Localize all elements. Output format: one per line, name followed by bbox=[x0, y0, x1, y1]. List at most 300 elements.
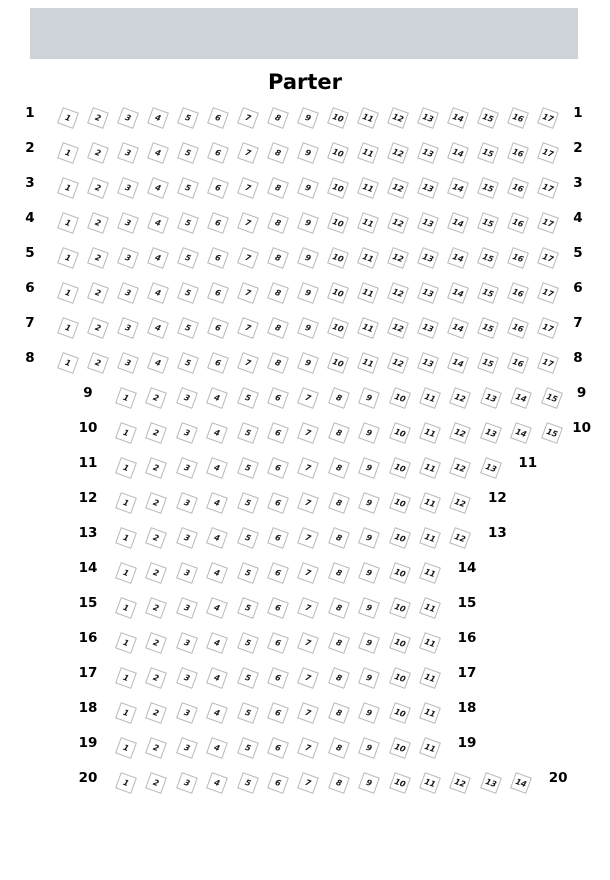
seat[interactable]: 6 bbox=[207, 107, 229, 129]
seat[interactable]: 11 bbox=[419, 422, 441, 444]
seat[interactable]: 5 bbox=[177, 212, 199, 234]
seat[interactable]: 15 bbox=[477, 177, 499, 199]
seat[interactable]: 7 bbox=[297, 562, 319, 584]
seat[interactable]: 3 bbox=[117, 107, 139, 129]
row-label-left: 19 bbox=[78, 735, 98, 751]
seat[interactable]: 8 bbox=[267, 142, 289, 164]
seat[interactable]: 2 bbox=[145, 737, 167, 759]
seat[interactable]: 15 bbox=[477, 142, 499, 164]
seat[interactable]: 11 bbox=[419, 702, 441, 724]
seat[interactable]: 3 bbox=[176, 527, 198, 549]
seat[interactable]: 13 bbox=[417, 282, 439, 304]
seat[interactable]: 6 bbox=[267, 772, 289, 794]
seat[interactable]: 1 bbox=[57, 212, 79, 234]
seat[interactable]: 10 bbox=[389, 702, 411, 724]
seat[interactable]: 14 bbox=[447, 177, 469, 199]
seat[interactable]: 8 bbox=[328, 387, 350, 409]
seat[interactable]: 7 bbox=[237, 212, 259, 234]
seat[interactable]: 5 bbox=[237, 772, 259, 794]
seat[interactable]: 17 bbox=[537, 142, 559, 164]
row-label-right: 13 bbox=[487, 525, 507, 541]
seat[interactable]: 11 bbox=[357, 247, 379, 269]
row-label-left: 4 bbox=[25, 210, 35, 226]
seat[interactable]: 10 bbox=[389, 457, 411, 479]
seat[interactable]: 8 bbox=[328, 632, 350, 654]
seat[interactable]: 12 bbox=[449, 457, 471, 479]
seat[interactable]: 9 bbox=[297, 177, 319, 199]
seat[interactable]: 8 bbox=[328, 702, 350, 724]
seat[interactable]: 5 bbox=[177, 282, 199, 304]
seat[interactable]: 10 bbox=[389, 667, 411, 689]
seat[interactable]: 8 bbox=[328, 737, 350, 759]
seat[interactable]: 3 bbox=[176, 632, 198, 654]
seat[interactable]: 4 bbox=[206, 387, 228, 409]
seat[interactable]: 9 bbox=[297, 247, 319, 269]
row-label-right: 7 bbox=[573, 315, 583, 331]
seat[interactable]: 14 bbox=[510, 422, 532, 444]
seat[interactable]: 5 bbox=[177, 317, 199, 339]
seat[interactable]: 13 bbox=[417, 317, 439, 339]
seat[interactable]: 11 bbox=[357, 177, 379, 199]
seat[interactable]: 6 bbox=[267, 527, 289, 549]
seat[interactable]: 1 bbox=[115, 387, 137, 409]
seat[interactable]: 15 bbox=[477, 212, 499, 234]
seat[interactable]: 17 bbox=[537, 352, 559, 374]
seat[interactable]: 10 bbox=[389, 737, 411, 759]
seat[interactable]: 3 bbox=[117, 282, 139, 304]
seat[interactable]: 7 bbox=[237, 107, 259, 129]
seat[interactable]: 3 bbox=[176, 422, 198, 444]
seat[interactable]: 2 bbox=[145, 387, 167, 409]
seat[interactable]: 4 bbox=[147, 282, 169, 304]
seat[interactable]: 9 bbox=[358, 422, 380, 444]
row-label-left: 9 bbox=[83, 385, 93, 401]
seat[interactable]: 10 bbox=[389, 387, 411, 409]
seat[interactable]: 8 bbox=[267, 107, 289, 129]
seat[interactable]: 4 bbox=[147, 352, 169, 374]
seat[interactable]: 9 bbox=[358, 457, 380, 479]
seat[interactable]: 12 bbox=[449, 492, 471, 514]
seat[interactable]: 7 bbox=[297, 667, 319, 689]
seat[interactable]: 3 bbox=[117, 142, 139, 164]
seat[interactable]: 14 bbox=[447, 107, 469, 129]
seat[interactable]: 16 bbox=[507, 212, 529, 234]
seat[interactable]: 16 bbox=[507, 247, 529, 269]
seat[interactable]: 5 bbox=[237, 457, 259, 479]
seat[interactable]: 15 bbox=[541, 422, 563, 444]
seat[interactable]: 15 bbox=[541, 387, 563, 409]
seat[interactable]: 2 bbox=[145, 772, 167, 794]
seat[interactable]: 5 bbox=[177, 352, 199, 374]
seat[interactable]: 6 bbox=[267, 387, 289, 409]
seat[interactable]: 13 bbox=[480, 422, 502, 444]
seat[interactable]: 4 bbox=[206, 457, 228, 479]
row-label-right: 16 bbox=[457, 630, 477, 646]
seat[interactable]: 6 bbox=[267, 667, 289, 689]
seat[interactable]: 17 bbox=[537, 212, 559, 234]
seat[interactable]: 2 bbox=[145, 597, 167, 619]
seat[interactable]: 12 bbox=[449, 387, 471, 409]
seat[interactable]: 14 bbox=[447, 247, 469, 269]
seat[interactable]: 13 bbox=[480, 387, 502, 409]
seat[interactable]: 4 bbox=[147, 107, 169, 129]
seat[interactable]: 6 bbox=[207, 282, 229, 304]
seat[interactable]: 9 bbox=[297, 142, 319, 164]
seat[interactable]: 12 bbox=[387, 317, 409, 339]
seat[interactable]: 6 bbox=[267, 422, 289, 444]
seat[interactable]: 8 bbox=[267, 352, 289, 374]
seat[interactable]: 2 bbox=[145, 667, 167, 689]
seat[interactable]: 10 bbox=[389, 632, 411, 654]
seat[interactable]: 10 bbox=[327, 212, 349, 234]
seat[interactable]: 4 bbox=[206, 702, 228, 724]
row-label-left: 12 bbox=[78, 490, 98, 506]
seat[interactable]: 8 bbox=[328, 527, 350, 549]
seat[interactable]: 7 bbox=[297, 597, 319, 619]
seat[interactable]: 14 bbox=[510, 772, 532, 794]
seat[interactable]: 12 bbox=[387, 142, 409, 164]
seat[interactable]: 4 bbox=[206, 597, 228, 619]
seat[interactable]: 4 bbox=[147, 317, 169, 339]
seat[interactable]: 15 bbox=[477, 352, 499, 374]
seat[interactable]: 15 bbox=[477, 282, 499, 304]
seat[interactable]: 13 bbox=[417, 142, 439, 164]
seat[interactable]: 10 bbox=[389, 492, 411, 514]
seat[interactable]: 12 bbox=[387, 352, 409, 374]
seat[interactable]: 8 bbox=[328, 667, 350, 689]
seat[interactable]: 10 bbox=[327, 317, 349, 339]
seat[interactable]: 3 bbox=[117, 317, 139, 339]
seat[interactable]: 10 bbox=[389, 562, 411, 584]
seat[interactable]: 14 bbox=[447, 212, 469, 234]
seat[interactable]: 5 bbox=[237, 667, 259, 689]
seat[interactable]: 1 bbox=[115, 457, 137, 479]
seat[interactable]: 9 bbox=[358, 562, 380, 584]
seat[interactable]: 6 bbox=[207, 177, 229, 199]
seat[interactable]: 8 bbox=[267, 177, 289, 199]
seat[interactable]: 7 bbox=[237, 247, 259, 269]
seat[interactable]: 7 bbox=[297, 457, 319, 479]
seat[interactable]: 12 bbox=[387, 282, 409, 304]
seat[interactable]: 4 bbox=[206, 422, 228, 444]
seat[interactable]: 11 bbox=[419, 527, 441, 549]
seat[interactable]: 1 bbox=[115, 632, 137, 654]
seat[interactable]: 17 bbox=[537, 282, 559, 304]
seat[interactable]: 15 bbox=[477, 317, 499, 339]
seat[interactable]: 1 bbox=[57, 247, 79, 269]
seat[interactable]: 9 bbox=[358, 527, 380, 549]
seat[interactable]: 2 bbox=[87, 107, 109, 129]
seat[interactable]: 4 bbox=[206, 527, 228, 549]
seat[interactable]: 3 bbox=[176, 772, 198, 794]
seat[interactable]: 2 bbox=[87, 282, 109, 304]
seat[interactable]: 17 bbox=[537, 177, 559, 199]
seat[interactable]: 16 bbox=[507, 317, 529, 339]
seat[interactable]: 5 bbox=[237, 562, 259, 584]
seat[interactable]: 12 bbox=[449, 422, 471, 444]
seat[interactable]: 9 bbox=[297, 107, 319, 129]
seat[interactable]: 5 bbox=[237, 737, 259, 759]
seat[interactable]: 16 bbox=[507, 142, 529, 164]
seat[interactable]: 10 bbox=[389, 422, 411, 444]
seat[interactable]: 1 bbox=[57, 177, 79, 199]
seat[interactable]: 11 bbox=[357, 282, 379, 304]
seat[interactable]: 14 bbox=[447, 142, 469, 164]
seat[interactable]: 5 bbox=[237, 422, 259, 444]
seat[interactable]: 7 bbox=[297, 527, 319, 549]
row-label-right: 17 bbox=[457, 665, 477, 681]
seat[interactable]: 9 bbox=[358, 492, 380, 514]
seat[interactable]: 3 bbox=[176, 492, 198, 514]
seat[interactable]: 16 bbox=[507, 352, 529, 374]
seat[interactable]: 16 bbox=[507, 107, 529, 129]
seat[interactable]: 7 bbox=[297, 387, 319, 409]
seat[interactable]: 8 bbox=[267, 317, 289, 339]
seat[interactable]: 6 bbox=[207, 352, 229, 374]
seat[interactable]: 10 bbox=[389, 772, 411, 794]
seat[interactable]: 7 bbox=[297, 632, 319, 654]
seat[interactable]: 2 bbox=[87, 142, 109, 164]
seat[interactable]: 4 bbox=[147, 247, 169, 269]
seat[interactable]: 6 bbox=[207, 212, 229, 234]
seat[interactable]: 11 bbox=[419, 562, 441, 584]
seat[interactable]: 6 bbox=[267, 632, 289, 654]
seat[interactable]: 6 bbox=[207, 247, 229, 269]
seat[interactable]: 8 bbox=[328, 772, 350, 794]
seat[interactable]: 1 bbox=[115, 562, 137, 584]
seat[interactable]: 4 bbox=[206, 737, 228, 759]
seat[interactable]: 5 bbox=[177, 177, 199, 199]
seat[interactable]: 10 bbox=[327, 247, 349, 269]
row-label-right: 3 bbox=[573, 175, 583, 191]
seat[interactable]: 3 bbox=[176, 562, 198, 584]
row-label-left: 3 bbox=[25, 175, 35, 191]
seat[interactable]: 7 bbox=[237, 317, 259, 339]
seat[interactable]: 7 bbox=[297, 492, 319, 514]
seat[interactable]: 12 bbox=[387, 212, 409, 234]
seat[interactable]: 10 bbox=[327, 142, 349, 164]
seat[interactable]: 1 bbox=[115, 772, 137, 794]
seat[interactable]: 14 bbox=[447, 352, 469, 374]
seat[interactable]: 2 bbox=[145, 492, 167, 514]
seat[interactable]: 6 bbox=[267, 492, 289, 514]
seat[interactable]: 14 bbox=[447, 282, 469, 304]
seat[interactable]: 11 bbox=[419, 737, 441, 759]
seat[interactable]: 6 bbox=[207, 142, 229, 164]
seat[interactable]: 5 bbox=[177, 142, 199, 164]
seat[interactable]: 2 bbox=[145, 562, 167, 584]
seat[interactable]: 1 bbox=[57, 317, 79, 339]
seat[interactable]: 8 bbox=[328, 422, 350, 444]
seat[interactable]: 11 bbox=[419, 772, 441, 794]
seat[interactable]: 9 bbox=[358, 597, 380, 619]
seat[interactable]: 5 bbox=[177, 247, 199, 269]
seat[interactable]: 4 bbox=[147, 212, 169, 234]
seat[interactable]: 9 bbox=[358, 702, 380, 724]
seat[interactable]: 3 bbox=[176, 387, 198, 409]
seat[interactable]: 6 bbox=[267, 702, 289, 724]
seat[interactable]: 3 bbox=[117, 352, 139, 374]
seat[interactable]: 1 bbox=[115, 597, 137, 619]
seat[interactable]: 3 bbox=[117, 212, 139, 234]
seat[interactable]: 9 bbox=[297, 352, 319, 374]
seat[interactable]: 5 bbox=[237, 492, 259, 514]
seat[interactable]: 13 bbox=[417, 177, 439, 199]
seat[interactable]: 4 bbox=[206, 562, 228, 584]
seat[interactable]: 15 bbox=[477, 247, 499, 269]
seat[interactable]: 7 bbox=[297, 422, 319, 444]
seat[interactable]: 4 bbox=[206, 492, 228, 514]
seat[interactable]: 1 bbox=[115, 492, 137, 514]
seat[interactable]: 3 bbox=[117, 247, 139, 269]
seat[interactable]: 3 bbox=[117, 177, 139, 199]
seat[interactable]: 11 bbox=[419, 597, 441, 619]
seat[interactable]: 2 bbox=[87, 352, 109, 374]
seat[interactable]: 3 bbox=[176, 737, 198, 759]
seat[interactable]: 11 bbox=[357, 317, 379, 339]
seat[interactable]: 16 bbox=[507, 282, 529, 304]
seat[interactable]: 1 bbox=[57, 107, 79, 129]
seat[interactable]: 10 bbox=[327, 282, 349, 304]
seat[interactable]: 4 bbox=[206, 632, 228, 654]
seat[interactable]: 6 bbox=[267, 562, 289, 584]
seat[interactable]: 11 bbox=[357, 212, 379, 234]
seat[interactable]: 9 bbox=[297, 282, 319, 304]
row-label-right: 14 bbox=[457, 560, 477, 576]
seat[interactable]: 2 bbox=[145, 702, 167, 724]
seat[interactable]: 4 bbox=[147, 142, 169, 164]
seat[interactable]: 2 bbox=[87, 317, 109, 339]
seat[interactable]: 5 bbox=[237, 527, 259, 549]
seat[interactable]: 8 bbox=[328, 597, 350, 619]
seat[interactable]: 5 bbox=[177, 107, 199, 129]
seat[interactable]: 6 bbox=[267, 457, 289, 479]
seat[interactable]: 9 bbox=[297, 317, 319, 339]
seat[interactable]: 13 bbox=[480, 457, 502, 479]
seat[interactable]: 14 bbox=[447, 317, 469, 339]
seat[interactable]: 1 bbox=[115, 737, 137, 759]
seat[interactable]: 1 bbox=[57, 142, 79, 164]
seat[interactable]: 1 bbox=[115, 667, 137, 689]
seat[interactable]: 7 bbox=[237, 142, 259, 164]
seat[interactable]: 13 bbox=[417, 247, 439, 269]
seat[interactable]: 5 bbox=[237, 632, 259, 654]
seat[interactable]: 8 bbox=[267, 212, 289, 234]
seat[interactable]: 15 bbox=[477, 107, 499, 129]
seat[interactable]: 7 bbox=[237, 177, 259, 199]
seat[interactable]: 13 bbox=[417, 212, 439, 234]
seat[interactable]: 12 bbox=[449, 527, 471, 549]
seat[interactable]: 13 bbox=[417, 107, 439, 129]
seat[interactable]: 14 bbox=[510, 387, 532, 409]
seat[interactable]: 1 bbox=[57, 282, 79, 304]
seat[interactable]: 12 bbox=[387, 247, 409, 269]
seat[interactable]: 4 bbox=[206, 772, 228, 794]
seat[interactable]: 5 bbox=[237, 702, 259, 724]
seat[interactable]: 7 bbox=[237, 352, 259, 374]
seat[interactable]: 9 bbox=[358, 387, 380, 409]
seat[interactable]: 12 bbox=[449, 772, 471, 794]
seat[interactable]: 6 bbox=[267, 597, 289, 619]
seat[interactable]: 16 bbox=[507, 177, 529, 199]
seat[interactable]: 9 bbox=[358, 737, 380, 759]
seat[interactable]: 2 bbox=[145, 632, 167, 654]
seat[interactable]: 3 bbox=[176, 457, 198, 479]
seat[interactable]: 10 bbox=[327, 107, 349, 129]
seat[interactable]: 1 bbox=[115, 422, 137, 444]
seat[interactable]: 10 bbox=[327, 177, 349, 199]
seat[interactable]: 2 bbox=[145, 457, 167, 479]
seat[interactable]: 11 bbox=[419, 387, 441, 409]
seat[interactable]: 10 bbox=[389, 597, 411, 619]
seat[interactable]: 13 bbox=[417, 352, 439, 374]
seat[interactable]: 4 bbox=[147, 177, 169, 199]
seat[interactable]: 3 bbox=[176, 667, 198, 689]
seat[interactable]: 9 bbox=[358, 632, 380, 654]
seat[interactable]: 6 bbox=[207, 317, 229, 339]
row-label-right: 9 bbox=[576, 385, 587, 401]
row-label-left: 13 bbox=[78, 525, 98, 541]
seat[interactable]: 2 bbox=[87, 177, 109, 199]
seat[interactable]: 7 bbox=[297, 737, 319, 759]
seat[interactable]: 12 bbox=[387, 107, 409, 129]
seat[interactable]: 11 bbox=[419, 457, 441, 479]
seat[interactable]: 11 bbox=[419, 632, 441, 654]
seat[interactable]: 11 bbox=[419, 667, 441, 689]
seat[interactable]: 2 bbox=[145, 422, 167, 444]
seat[interactable]: 11 bbox=[357, 352, 379, 374]
seat[interactable]: 10 bbox=[389, 527, 411, 549]
seat[interactable]: 11 bbox=[419, 492, 441, 514]
seat[interactable]: 3 bbox=[176, 597, 198, 619]
seat[interactable]: 8 bbox=[328, 457, 350, 479]
seat[interactable]: 12 bbox=[387, 177, 409, 199]
seat[interactable]: 8 bbox=[267, 282, 289, 304]
row-label-left: 6 bbox=[25, 280, 35, 296]
seat[interactable]: 2 bbox=[145, 527, 167, 549]
seat[interactable]: 7 bbox=[237, 282, 259, 304]
seat[interactable]: 7 bbox=[297, 772, 319, 794]
seat[interactable]: 7 bbox=[297, 702, 319, 724]
seat[interactable]: 2 bbox=[87, 212, 109, 234]
seat[interactable]: 2 bbox=[87, 247, 109, 269]
seat[interactable]: 13 bbox=[480, 772, 502, 794]
seat[interactable]: 9 bbox=[297, 212, 319, 234]
seat[interactable]: 8 bbox=[328, 492, 350, 514]
seat[interactable]: 8 bbox=[328, 562, 350, 584]
seat[interactable]: 9 bbox=[358, 772, 380, 794]
seat[interactable]: 11 bbox=[357, 142, 379, 164]
seat[interactable]: 1 bbox=[57, 352, 79, 374]
seat[interactable]: 3 bbox=[176, 702, 198, 724]
seat[interactable]: 5 bbox=[237, 597, 259, 619]
seat[interactable]: 4 bbox=[206, 667, 228, 689]
page-title: Parter bbox=[268, 70, 342, 94]
seat[interactable]: 1 bbox=[115, 527, 137, 549]
seat[interactable]: 11 bbox=[357, 107, 379, 129]
seat[interactable]: 17 bbox=[537, 247, 559, 269]
seat[interactable]: 5 bbox=[237, 387, 259, 409]
seat[interactable]: 10 bbox=[327, 352, 349, 374]
seat[interactable]: 8 bbox=[267, 247, 289, 269]
row-label-right: 2 bbox=[573, 140, 583, 156]
seat[interactable]: 1 bbox=[115, 702, 137, 724]
seat[interactable]: 17 bbox=[537, 107, 559, 129]
row-label-right: 20 bbox=[548, 770, 568, 786]
seat[interactable]: 9 bbox=[358, 667, 380, 689]
seat[interactable]: 6 bbox=[267, 737, 289, 759]
seat[interactable]: 17 bbox=[537, 317, 559, 339]
